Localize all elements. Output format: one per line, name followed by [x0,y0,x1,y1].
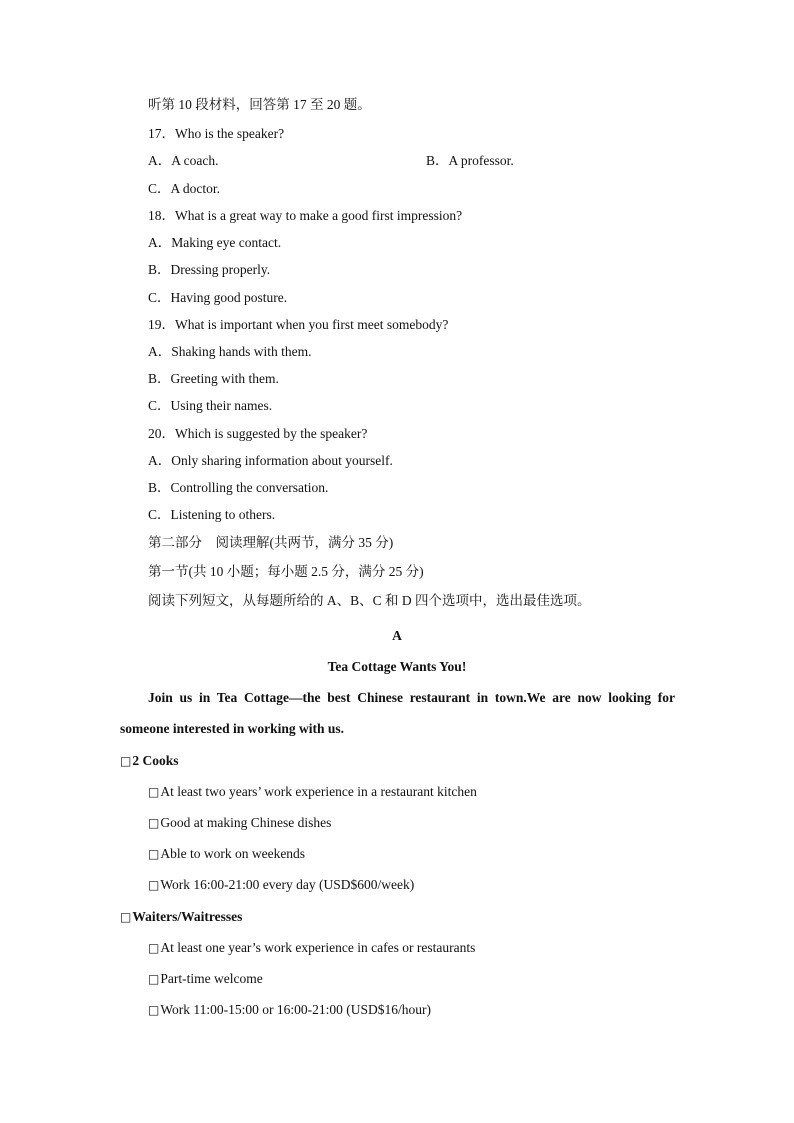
option-letter: C． [148,290,171,305]
passage-intro-line1: Join us in Tea Cottage—the best Chinese restaurant in town.We are now looking for [148,690,675,705]
requirement-text: At least one year’s work experience in cafes or restaurants [160,940,476,955]
option-text: Having good posture. [170,290,288,305]
option-17-a [148,153,218,169]
requirement-text: Work 11:00-15:00 or 16:00-21:00 (USD$16/hour) [160,1002,431,1017]
option-text: A professor. [448,153,514,168]
checkbox-icon: □ [120,910,132,924]
question-text: Which is suggested by the speaker? [175,426,368,441]
option-text: Controlling the conversation. [170,480,329,495]
option-19-b [148,371,279,387]
option-19-a [148,344,312,360]
requirement-item [148,846,305,862]
requirement-text: Good at making Chinese dishes [160,815,332,830]
question-number: 19． [148,317,175,332]
passage-intro-line2: someone interested in working with us. [120,721,345,736]
option-letter: C． [148,507,171,522]
job-title-text: Waiters/Waitresses [132,909,243,924]
reading-instructions: 阅读下列短文，从每题所给的 A、B、C 和 D 四个选项中，选出最佳选项。 [148,593,591,608]
question-text: What is a great way to make a good first impression? [175,208,463,223]
option-letter: A． [148,235,172,250]
requirement-text: At least two years’ work experience in a restaurant kitchen [160,784,477,799]
question-number: 20． [148,426,175,441]
job-title-cooks [120,753,178,769]
option-17-b [426,153,514,169]
checkbox-icon: □ [148,972,160,986]
option-text: Listening to others. [170,507,276,522]
requirement-item [148,815,331,831]
checkbox-icon: □ [148,847,160,861]
option-text: Shaking hands with them. [171,344,312,359]
job-title-text: 2 Cooks [132,753,179,768]
option-letter: B． [426,153,449,168]
requirement-item [148,784,477,800]
option-letter: A． [148,344,172,359]
requirement-text: Work 16:00-21:00 every day (USD$600/week) [160,877,415,892]
option-letter: C． [148,181,171,196]
option-letter: B． [148,480,171,495]
option-18-a [148,235,281,251]
part2-heading: 第二部分 阅读理解(共两节，满分 35 分) [148,535,394,550]
option-letter: A． [148,453,172,468]
option-text: A doctor. [170,181,221,196]
option-20-c [148,507,275,523]
option-text: Only sharing information about yourself. [171,453,393,468]
question-19 [148,317,448,333]
option-letter: B． [148,262,171,277]
option-text: A coach. [171,153,219,168]
option-text: Making eye contact. [171,235,282,250]
question-number: 17． [148,126,175,141]
option-text: Greeting with them. [170,371,279,386]
requirement-item [148,1002,431,1018]
option-17-c [148,181,220,197]
requirement-text: Part-time welcome [160,971,263,986]
requirement-item [148,877,414,893]
question-17 [148,126,284,142]
question-text: What is important when you first meet somebody? [175,317,449,332]
option-20-b [148,480,328,496]
option-text: Dressing properly. [170,262,271,277]
requirement-text: Able to work on weekends [160,846,306,861]
checkbox-icon: □ [148,785,160,799]
question-number: 18． [148,208,175,223]
option-letter: C． [148,398,171,413]
option-letter: B． [148,371,171,386]
question-text: Who is the speaker? [175,126,285,141]
option-text: Using their names. [170,398,273,413]
option-18-b [148,262,270,278]
option-18-c [148,290,287,306]
checkbox-icon: □ [120,754,132,768]
section-intro: 听第 10 段材料，回答第 17 至 20 题。 [148,97,371,112]
option-19-c [148,398,272,414]
option-letter: A． [148,153,172,168]
requirement-item [148,940,475,956]
passage-letter: A [392,628,402,643]
checkbox-icon: □ [148,1003,160,1017]
requirement-item [148,971,263,987]
question-20 [148,426,367,442]
checkbox-icon: □ [148,816,160,830]
question-18 [148,208,462,224]
option-20-a [148,453,393,469]
section1-heading: 第一节(共 10 小题；每小题 2.5 分，满分 25 分) [148,564,424,579]
job-title-waiters [120,909,242,925]
passage-title: Tea Cottage Wants You! [327,659,467,674]
checkbox-icon: □ [148,878,160,892]
checkbox-icon: □ [148,941,160,955]
